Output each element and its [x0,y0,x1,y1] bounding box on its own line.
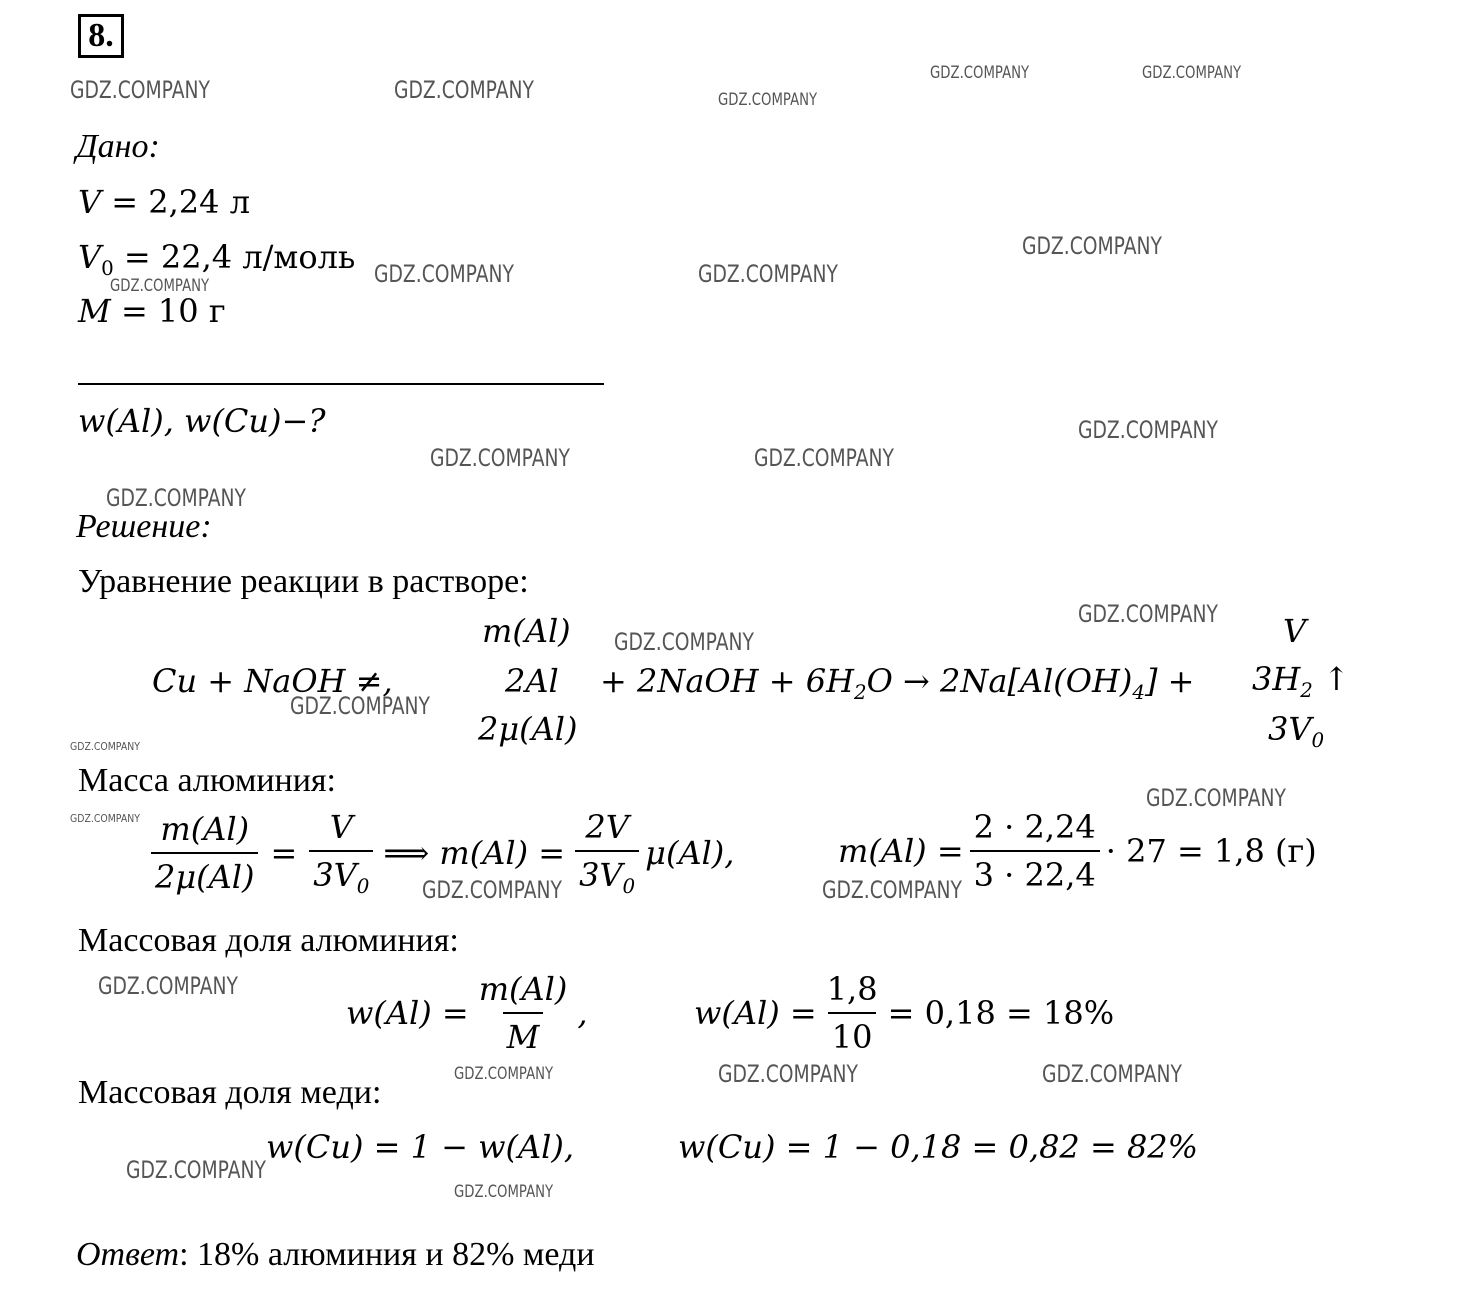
frac-al-result: = 0,18 = 18% [887,994,1115,1032]
given-molar-volume-sub: 0 [101,256,114,280]
implies-expression: ⟹ m(Al) = [383,833,566,872]
reaction-middle: + 2NaOH + 6H [600,662,854,700]
watermark: GDZ.COMPANY [1146,784,1286,812]
reaction-al-bottom: 2μ(Al) [478,710,578,748]
fraction-v-over-3v0 [309,808,373,898]
given-mass-value: = 10 г [110,292,226,330]
watermark: GDZ.COMPANY [1078,416,1218,444]
frac-cu-calculation: w(Cu) = 1 − 0,18 = 0,82 = 82% [678,1128,1199,1166]
given-volume [78,183,250,221]
mass-al-result: · 27 = 1,8 (г) [1105,832,1317,870]
given-mass [78,292,226,330]
reaction-h2-sub: 2 [1300,678,1313,702]
answer-label: Ответ [76,1236,180,1273]
reaction-h2-product [1252,660,1350,702]
given-molar-volume-symbol: V [78,238,102,276]
frac-cu-label: Массовая доля меди: [78,1074,382,1111]
reaction-al-reactant: 2Al [505,662,559,700]
problem-number: 8. [78,14,124,58]
watermark: GDZ.COMPANY [1022,232,1162,260]
reaction-h2-bottom [1268,710,1324,752]
fraction-numerator: 2V [585,808,629,846]
fraction-den-main: 3V [579,856,623,894]
fraction-denominator: 2μ(Al) [151,852,258,896]
watermark: GDZ.COMPANY [106,484,246,512]
answer-text: : 18% алюминия и 82% меди [179,1236,595,1273]
fraction-numerator: m(Al) [478,970,568,1008]
watermark: GDZ.COMPANY [110,276,210,296]
given-mass-symbol: M [78,292,111,330]
fraction-mal-over-2mu [151,810,258,896]
watermark: GDZ.COMPANY [1042,1060,1182,1088]
fraction-numerator: 2 · 2,24 [973,808,1096,846]
watermark: GDZ.COMPANY [290,692,430,720]
watermark: GDZ.COMPANY [822,876,962,904]
watermark: GDZ.COMPANY [70,76,210,104]
watermark: GDZ.COMPANY [454,1182,554,1202]
fraction-numerator: V [329,808,353,846]
frac-al-tail: , [577,994,588,1032]
equals-sign: = [270,833,298,872]
watermark: GDZ.COMPANY [422,876,562,904]
watermark: GDZ.COMPANY [698,260,838,288]
reaction-h2-mid: 3H [1252,660,1301,698]
frac-cu-formula: w(Cu) = 1 − w(Al), [266,1128,574,1166]
watermark: GDZ.COMPANY [454,1064,554,1084]
fraction-denominator [309,850,373,898]
watermark: GDZ.COMPANY [754,444,894,472]
frac-al-calculation [694,970,1114,1056]
watermark: GDZ.COMPANY [374,260,514,288]
fraction-numerator: 1,8 [826,970,878,1008]
given-volume-symbol: V [78,183,102,221]
fraction-mass-calc [970,808,1100,894]
answer-line [76,1236,595,1274]
frac-al-formula [346,970,588,1056]
no-reaction-equation: Cu + NaOH ≠, [152,662,393,700]
given-volume-value: = 2,24 л [101,183,251,221]
fraction-mal-over-m [475,970,572,1056]
reaction-al-top: m(Al) [482,612,571,650]
fraction-denominator: 10 [828,1012,877,1056]
fraction-numerator: m(Al) [160,809,250,848]
reaction-complex-end: ] + [1145,662,1195,700]
given-molar-volume [78,238,355,280]
fraction-den-main: 3V [313,856,357,894]
mass-al-calc-lhs: m(Al) = [838,832,964,870]
given-divider [78,383,604,385]
find-line: w(Al), w(Cu)−? [78,402,326,440]
watermark: GDZ.COMPANY [98,972,238,1000]
watermark: GDZ.COMPANY [1142,63,1242,83]
mass-al-formula-tail: μ(Al), [645,833,735,872]
watermark: GDZ.COMPANY [70,812,140,825]
fraction-1-8-over-10 [823,970,882,1056]
frac-al-label: Массовая доля алюминия: [78,922,459,959]
given-molar-volume-value: = 22,4 л/моль [113,238,356,276]
mass-al-label: Масса алюминия: [78,762,337,799]
watermark: GDZ.COMPANY [430,444,570,472]
reaction-h2-bot: 3V [1268,710,1312,748]
watermark: GDZ.COMPANY [126,1156,266,1184]
watermark: GDZ.COMPANY [1078,600,1218,628]
reaction-h2-bot-sub: 0 [1311,728,1325,752]
reaction-complex-sub: 4 [1132,680,1145,704]
frac-al-calc-lhs: w(Al) = [694,994,817,1032]
watermark: GDZ.COMPANY [930,63,1030,83]
fraction-den-sub: 0 [356,874,370,898]
reaction-h2-top: V [1283,612,1307,650]
fraction-denominator: M [503,1012,544,1056]
watermark: GDZ.COMPANY [614,628,754,656]
frac-al-lhs: w(Al) = [346,994,469,1032]
fraction-denominator [575,850,639,898]
watermark: GDZ.COMPANY [718,90,818,110]
reaction-water-sub: 2 [853,680,867,704]
reaction-equation [600,662,1194,704]
gas-arrow-icon: ↑ [1323,660,1350,698]
watermark: GDZ.COMPANY [70,740,140,753]
given-heading: Дано: [76,128,160,165]
watermark: GDZ.COMPANY [718,1060,858,1088]
reaction-water-end: O → 2Na[Al(OH) [866,662,1133,700]
fraction-denominator: 3 · 22,4 [970,850,1100,894]
solution-heading: Решение: [76,508,212,545]
reaction-label: Уравнение реакции в растворе: [78,563,529,600]
fraction-den-sub: 0 [622,874,636,898]
fraction-2v-over-3v0 [575,808,639,898]
watermark: GDZ.COMPANY [394,76,534,104]
